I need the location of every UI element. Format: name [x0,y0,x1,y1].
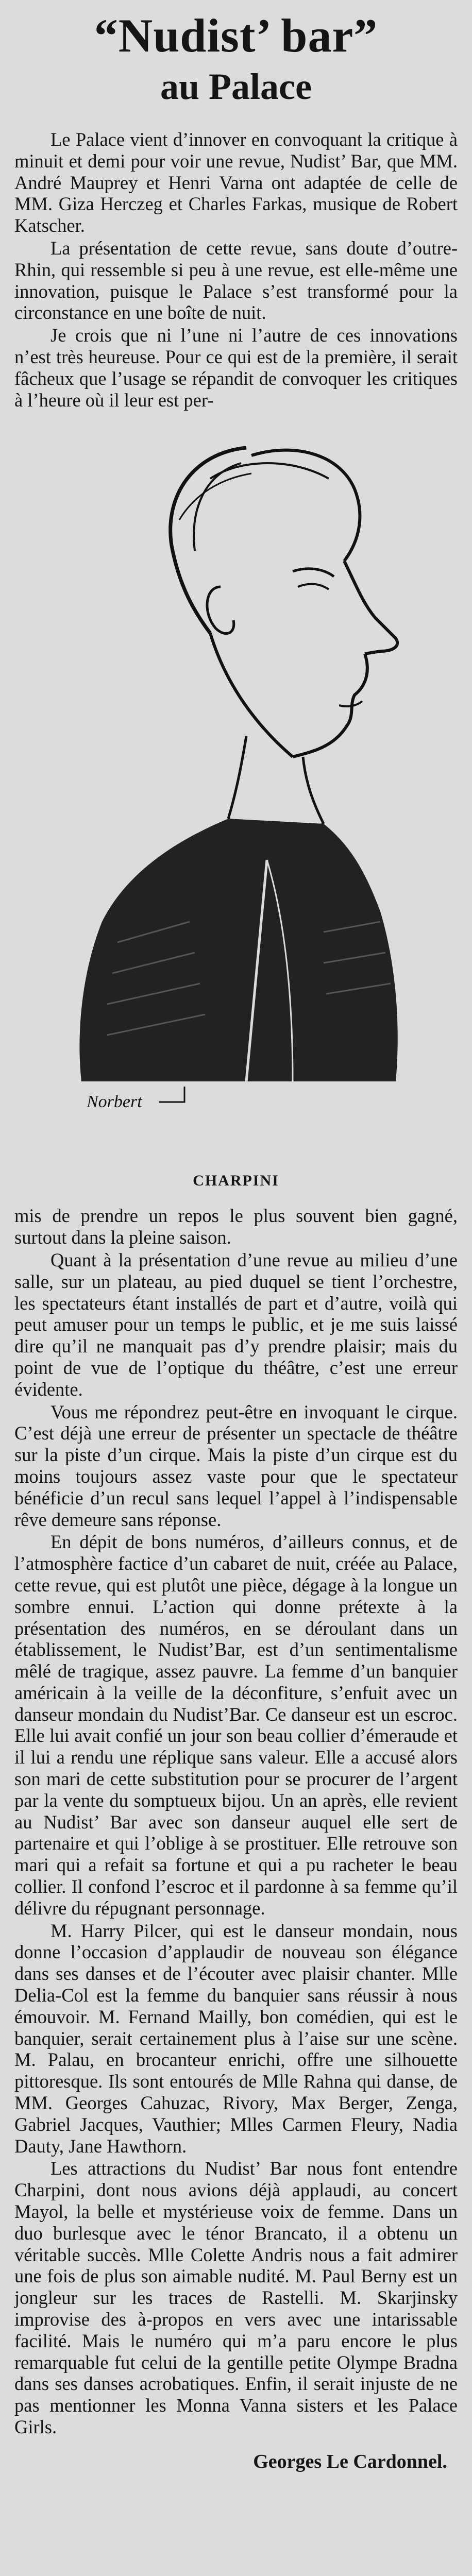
paragraph-presentation: La présentation de cette revue, sans doute d’outre-Rhin, qui ressemble si peu à une revue, est elle-même une innovation, puisque le Palace s’est transformé pour la circonstance en une boîte de nuit. [14,237,458,324]
paragraph-attractions: Les attractions du Nudist’ Bar nous font entendre Charpini, dont nous avions déjà applaudi, au concert Mayol, la belle et mystérieuse voix de femme. Dans un duo burlesque avec le ténor Brancato, il a obtenu un véritable succès. Mlle Colette Andris nous a fait admirer une fois de plus son aimable nudité. M. Paul Berny est un jongleur sur les traces de Rastelli. M. Skarjinsky improvise des à-propos en vers avec une intarissable facilité. Mais le numéro qui m’a paru encore le plus remarquable fut celui de la gentille petite Olympe Bradna dans ses danses acrobatiques. Enfin, il serait injuste de ne pas mentionner les Monna Vanna sisters et les Palace Girls. [14,2158,458,2437]
paragraph-intro: Le Palace vient d’innover en convoquant la critique à minuit et demi pour voir une revue, Nudist’ Bar, que MM. André Mauprey et Henri Varna ont adaptée de celle de MM. Giza Herczeg et Charles Farkas, musique de Robert Katscher. [14,129,458,236]
article-subtitle: au Palace [160,66,312,107]
author-signature: Georges Le Cardonnel. [253,2450,447,2472]
caricature-illustration [14,417,458,1190]
paragraph-circus: Vous me répondrez peut-être en invoquant le cirque. C’est déjà une erreur de présenter un spectacle de théâtre sur la piste d’un cirque. Mais la piste d’un cirque est du moins toujours assez vaste pour que le spectateur bénéficie d’un recul sans lequel l’appel à l’indispensable rêve demeure sans réponse. [14,1401,458,1530]
charpini-caricature [25,417,447,1169]
artist-signature: Norbert [87,1092,142,1112]
paragraph-continuation: mis de prendre un repos le plus souvent bien gagné, surtout dans la pleine saison. [14,1205,458,1248]
article-body-top [14,129,458,411]
illustration-caption: CHARPINI [193,1172,279,1190]
paragraph-staging: Quant à la présentation d’une revue au milieu d’une salle, sur un plateau, au pied duquel se tient l’orchestre, les spectateurs étant installés de part et d’autre, voilà qui peut amuser pour un temps le public, et je me suis laissé dire qu’il ne manquait pas d’y prendre plaisir; mais du point de vue de l’optique du théâtre, c’est une erreur évidente. [14,1249,458,1400]
paragraph-cast: M. Harry Pilcer, qui est le danseur mondain, nous donne l’occasion d’applaudir de nouveau son élégance dans ses danses et de l’écouter avec plaisir chanter. Mlle Delia-Col est la femme du banquier sans réussir à nous émouvoir. M. Fernand Mailly, bon comédien, qui est le banquier, serait certainement plus à l’aise sur une scène. M. Palau, en brocanteur enrichi, offre une silhouette pittoresque. Ils sont entourés de Mlle Rahna qui danse, de MM. Georges Cahuzac, Rivory, Max Berger, Zenga, Gabriel Jacques, Vauthier; Mlles Carmen Fleury, Nadia Dauty, Jane Hawthorn. [14,1920,458,2157]
paragraph-opinion: Je crois que ni l’une ni l’autre de ces innovations n’est très heureuse. Pour ce qui est de la première, il serait fâcheux que l’usage se répandit de convoquer les critiques à l’heure où il leur est per- [14,325,458,411]
article-title: “Nudist’ bar” [94,9,378,62]
paragraph-plot: En dépit de bons numéros, d’ailleurs connus, et de l’atmosphère factice d’un cabaret de nuit, créée au Palace, cette revue, qui est plutôt une pièce, dégage à la longue un sombre ennui. L’action qui donne prétexte à la présentation des numéros, en se déroulant dans un établissement, le Nudist’Bar, est d’un sentimentalisme mêlé de tragique, assez pauvre. La femme d’un banquier américain à la veille de la déconfiture, s’enfuit avec un danseur mondain du Nudist’Bar. Ce danseur est un escroc. Elle lui avait confié un jour son beau collier d’émeraude et il lui a rendu une réplique sans valeur. Elle a accusé alors son mari de cette substitution pour se procurer de l’argent par la vente du somptueux bijou. Un an après, elle revient au Nudist’ Bar avec son danseur auquel elle sert de partenaire et qui l’oblige à se prostituer. Elle retrouve son mari qui a refait sa fortune et qui a pu racheter le beau collier. Il confond l’escroc et il pardonne à sa femme qu’il délivre du répugnant personnage. [14,1531,458,1919]
article-body-bottom [14,1205,458,2437]
